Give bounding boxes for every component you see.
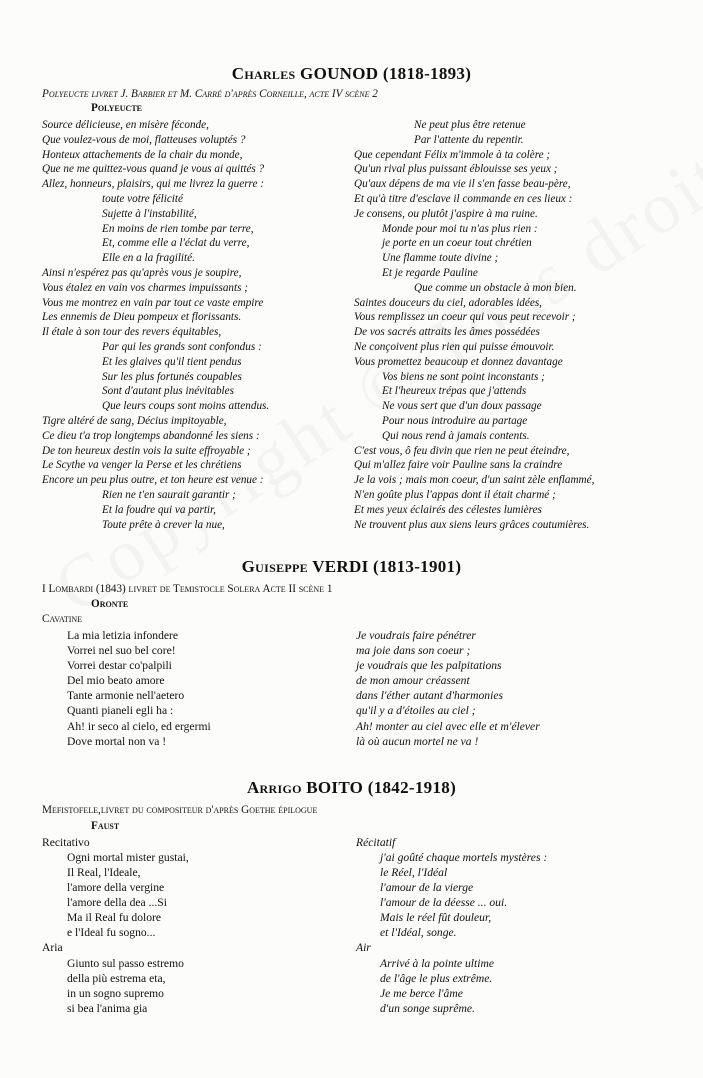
verse-line: Vos biens ne sont point inconstants ; [382, 370, 545, 383]
verdi-role: Oronte [91, 598, 129, 610]
verse-line: Allez, honneurs, plaisirs, qui me livrez la guerre : [42, 178, 264, 191]
verse-line: le Réel, l'Idéal [380, 866, 448, 880]
boito-right-column-2 [380, 956, 494, 1016]
verse-line: Ce dieu t'a trop longtemps abandonné les siens : [42, 429, 260, 442]
verse-line: Monde pour moi tu n'as plus rien : [382, 222, 538, 235]
verse-line: Source délicieuse, en misère féconde, [42, 119, 209, 131]
verse-line: Ah! monter au ciel avec elle et m'élever [356, 719, 540, 733]
verse-line: dans l'éther autant d'harmonies [356, 689, 503, 703]
verse-line: Que leurs coups sont moins attendus. [102, 400, 270, 413]
gounod-left-column [42, 118, 269, 532]
verse-line: et l'Idéal, songe. [380, 926, 457, 940]
verse-line: Saintes douceurs du ciel, adorables idées, [354, 296, 542, 309]
verse-line: Que voulez-vous de moi, flatteuses voluptés ? [42, 133, 246, 146]
verse-line: Et les glaives qu'il tient pendus [102, 355, 242, 368]
verse-line: Je voudrais faire pénétrer [356, 629, 476, 642]
verse-line: Toute prête à crever la nue, [102, 518, 225, 531]
boito-subtitle: Mefistofele,livret du compositeur d'après Goethe épilogue [42, 804, 318, 816]
verse-line: Vous me montrez en vain par tout ce vaste empire [42, 296, 264, 309]
verse-line: Que cependant Félix m'immole à ta colère ; [354, 148, 551, 161]
verse-line: Je la vois ; mais mon coeur, d'un saint zèle enflammé, [354, 474, 595, 487]
verse-line: Ah! ir seco al cielo, ed ergermi [67, 719, 211, 733]
verse-line: je voudrais que les palpitations [356, 659, 502, 673]
verse-line: Mais le réel fût douleur, [380, 911, 492, 925]
verse-line: Et la foudre qui va partir, [102, 503, 216, 516]
verse-line: Je consens, ou plutôt j'aspire à ma ruine. [354, 207, 538, 220]
verse-line: là où aucun mortel ne va ! [356, 734, 479, 748]
verdi-right-column [356, 628, 540, 749]
verse-line: Ne peut plus être retenue [414, 119, 526, 131]
verse-line: l'amore della dea ...Si [67, 896, 167, 910]
verse-line: C'est vous, ô feu divin que rien ne peut éteindre, [354, 444, 570, 457]
verdi-title: Guiseppe VERDI (1813-1901) [241, 557, 462, 576]
verse-line: Rien ne t'en saurait garantir ; [102, 488, 236, 501]
verse-line: Et qu'à titre d'esclave il commande en ces lieux : [354, 192, 573, 205]
verse-line: Pour nous introduire au partage [382, 414, 528, 427]
verse-line: N'en goûte plus l'appas dont il était charmé ; [354, 488, 556, 501]
verse-line: Il Real, l'Ideale, [67, 866, 141, 880]
verse-line: Vous promettez beaucoup et donnez davantage [354, 355, 563, 368]
verse-line: Qui m'allez faire voir Pauline sans la craindre [354, 459, 563, 472]
verse-line: Vorrei destar co'palpili [67, 659, 172, 673]
verse-line: j'ai goûté chaque mortels mystères : [380, 851, 548, 864]
verse-line: l'amore della vergine [67, 881, 165, 895]
boito-aria-label: Aria [42, 941, 63, 954]
boito-left-column-1 [67, 850, 189, 941]
verse-line: Quanti pianeli egli ha : [67, 704, 174, 718]
boito-left-column-2 [67, 956, 184, 1016]
verse-line: Ne conçoivent plus rien qui puisse émouvoir. [354, 340, 555, 353]
verse-line: Ainsi n'espérez pas qu'après vous je soupire, [42, 266, 242, 279]
verse-line: Qu'aux dépens de ma vie il s'en fasse beau-père, [354, 178, 571, 191]
verse-line: Par qui les grands sont confondus : [102, 340, 262, 353]
verse-line: ma joie dans son coeur ; [356, 644, 471, 658]
verse-line: Que comme un obstacle à mon bien. [414, 281, 577, 294]
verse-line: Sont d'autant plus inévitables [102, 385, 234, 398]
boito-recitativo-label: Recitativo [42, 836, 90, 849]
verse-line: Encore un peu plus outre, et ton heure est venue : [42, 474, 264, 487]
verse-line: toute votre félicité [102, 192, 183, 205]
verdi-left-column [67, 628, 211, 749]
verse-line: Ma il Real fu dolore [67, 911, 162, 925]
boito-role: Faust [91, 820, 120, 832]
verse-line: Et l'heureux trépas que j'attends [382, 385, 527, 398]
verse-line: Del mio beato amore [67, 674, 165, 688]
verse-line: Les ennemis de Dieu pompeux et florissants. [42, 311, 242, 324]
verse-line: Vorrei nel suo bel core! [67, 644, 176, 658]
gounod-right-column [354, 118, 594, 532]
verse-line: e l'Ideal fu sogno... [67, 926, 156, 940]
verse-line: Tigre altéré de sang, Décius impitoyable, [42, 414, 227, 427]
verse-line: de l'âge le plus extrême. [380, 972, 493, 986]
verse-line: Tante armonie nell'aetero [67, 689, 185, 703]
verse-line: de mon amour créassent [356, 674, 470, 688]
verse-line: Qui nous rend à jamais contents. [382, 429, 530, 442]
verse-line: Ne trouvent plus aux siens leurs grâces coutumières. [354, 518, 590, 531]
verse-line: La mia letizia infondere [67, 629, 179, 642]
verse-line: Vous étalez en vain vos charmes impuissants ; [42, 281, 249, 294]
verse-line: Par l'attente du repentir. [414, 133, 524, 146]
verse-line: in un sogno supremo [67, 987, 164, 1001]
verse-line: Le Scythe va venger la Perse et les chrétiens [42, 459, 242, 472]
gounod-subtitle: Polyeucte livret J. Barbier et M. Carré d'après Corneille, acte IV scène 2 [42, 88, 378, 100]
verse-line: Qu'un rival plus puissant éblouisse ses yeux ; [354, 163, 558, 176]
verdi-cavatine-label: Cavatine [42, 613, 83, 625]
verse-line: En moins de rien tombe par terre, [102, 222, 254, 235]
verse-line: Vous remplissez un coeur qui vous peut recevoir ; [354, 311, 576, 324]
verse-line: l'amour de la vierge [380, 881, 474, 895]
verse-line: qu'il y a d'étoiles au ciel ; [356, 704, 476, 718]
verse-line: si bea l'anima gia [67, 1002, 148, 1016]
verse-line: l'amour de la déesse ... oui. [380, 896, 508, 910]
verse-line: Je me berce l'âme [380, 987, 463, 1001]
verse-line: della più estrema eta, [67, 972, 166, 986]
verse-line: Et je regarde Pauline [382, 266, 478, 279]
gounod-title: Charles GOUNOD (1818-1893) [231, 64, 472, 83]
verdi-subtitle: I Lombardi (1843) livret de Temistocle Solera Acte II scène 1 [42, 583, 333, 595]
verse-line: Que ne me quittez-vous quand je vous ai quittés ? [42, 163, 265, 176]
verse-line: Arrivé à la pointe ultime [380, 957, 494, 970]
verse-line: Et, comme elle a l'éclat du verre, [102, 237, 250, 250]
boito-recitatif-label: Récitatif [356, 836, 396, 849]
gounod-role: Polyeucte [91, 102, 142, 114]
verse-line: De vos sacrés attraits les âmes possédées [354, 326, 540, 339]
boito-right-column-1 [380, 850, 547, 941]
verse-line: Il étale à son tour des revers équitables, [42, 326, 222, 339]
verse-line: Honteux attachements de la chair du monde, [42, 148, 243, 161]
verse-line: d'un songe suprême. [380, 1002, 475, 1016]
boito-title: Arrigo BOITO (1842-1918) [246, 778, 457, 797]
verse-line: je porte en un coeur tout chrétien [382, 237, 532, 250]
verse-line: Sujette à l'instabilité, [102, 207, 197, 220]
verse-line: Giunto sul passo estremo [67, 957, 184, 970]
verse-line: De ton heureux destin vois la suite effroyable ; [42, 444, 251, 457]
verse-line: Elle en a la fragilité. [102, 252, 195, 265]
verse-line: Et mes yeux éclairés des célestes lumières [354, 503, 542, 516]
boito-air-label: Air [356, 941, 371, 954]
verse-line: Ne vous sert que d'un doux passage [382, 400, 542, 413]
verse-line: Sur les plus fortunés coupables [102, 370, 242, 383]
verse-line: Ogni mortal mister gustai, [67, 851, 189, 864]
verse-line: Dove mortal non va ! [67, 734, 167, 748]
verse-line: Une flamme toute divine ; [382, 252, 499, 265]
